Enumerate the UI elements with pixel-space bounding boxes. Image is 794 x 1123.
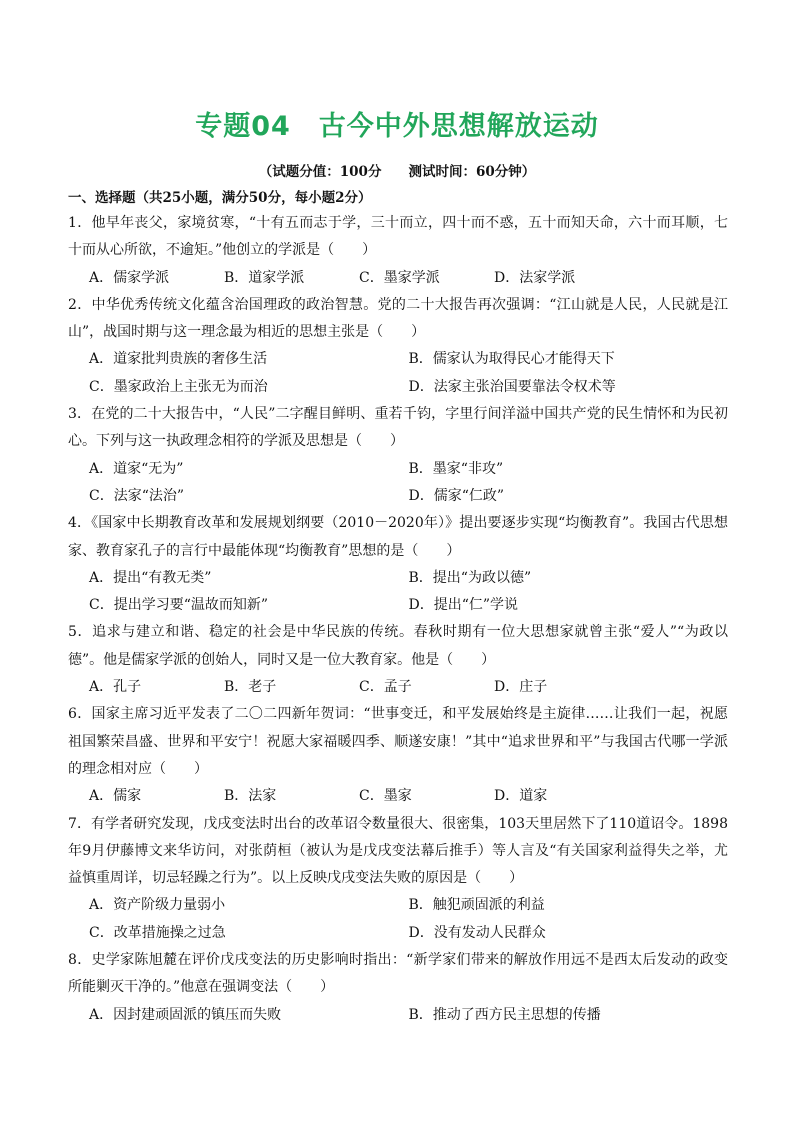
question-stem: 5．追求与建立和谐、稳定的社会是中华民族的传统。春秋时期有一位大思想家就曾主张“爱人”“为政以德”。他是儒家学派的创始人，同时又是一位大教育家。他是（ ） xyxy=(68,624,728,668)
question-3 xyxy=(68,401,728,510)
option-d: D．道家 xyxy=(494,788,548,805)
question-stem: 3．在党的二十大报告中，“人民”二字醒目鲜明、重若千钧，字里行间洋溢中国共产党的民生情怀和为民初心。下列与这一执政理念相符的学派及思想是（ ） xyxy=(68,406,728,450)
question-stem: 6．国家主席习近平发表了二〇二四新年贺词：“世事变迁，和平发展始终是主旋律……让我们一起，祝愿祖国繁荣昌盛、世界和平安宁！祝愿大家福暖四季、顺遂安康！”其中“追求世界和平”与我国古代哪一学派的理念相对应（ ） xyxy=(68,706,728,777)
question-stem: 8．史学家陈旭麓在评价戊戌变法的历史影响时指出：“新学家们带来的解放作用远不是西太后发动的政变所能剿灭干净的。”他意在强调变法（ ） xyxy=(68,952,728,996)
question-stem: 2．中华优秀传统文化蕴含治国理政的政治智慧。党的二十大报告再次强调：“江山就是人民，人民就是江山”，战国时期与这一理念最为相近的思想主张是（ ） xyxy=(68,296,728,341)
option-list xyxy=(68,565,728,620)
question-4 xyxy=(68,510,728,619)
option-d: D．法家学派 xyxy=(494,269,576,286)
option-d: D．庄子 xyxy=(494,679,548,696)
question-stem: 7．有学者研究发现，戊戌变法时出台的改革诏令数量很大、很密集，103天里居然下了110道诏令。1898年9月伊藤博文来华访问，对张荫桓（被认为是戊戌变法幕后推手）等人言及“有关国家利益得失之举，尤益慎重周详，切忌轻躁之行为”。以上反映戊戌变法失败的原因是（ ） xyxy=(68,815,728,887)
section-heading: 一、选择题（共25小题，满分50分，每小题2分） xyxy=(68,190,372,206)
option-c: C．法家“法治” xyxy=(89,487,185,504)
option-list xyxy=(68,674,728,701)
option-list xyxy=(68,265,728,292)
question-1 xyxy=(68,210,728,292)
option-list xyxy=(68,456,728,511)
option-c: C．墨家政治上主张无为而治 xyxy=(89,378,268,395)
option-a: A．资产阶级力量弱小 xyxy=(89,897,226,914)
option-a: A．因封建顽固派的镇压而失败 xyxy=(89,1006,282,1023)
option-a: A．道家“无为” xyxy=(89,460,184,477)
option-c: C．改革措施操之过急 xyxy=(89,924,226,941)
option-b: B．推动了西方民主思想的传播 xyxy=(408,1006,601,1023)
option-b: B．法家 xyxy=(224,788,277,805)
option-c: C．孟子 xyxy=(359,679,412,696)
option-list xyxy=(68,892,728,947)
option-b: B．儒家认为取得民心才能得天下 xyxy=(408,351,615,368)
question-5 xyxy=(68,619,728,701)
option-b: B．道家学派 xyxy=(224,269,305,286)
option-c: C．墨家 xyxy=(359,788,412,805)
option-list xyxy=(68,346,728,401)
option-b: B．墨家“非攻” xyxy=(408,460,504,477)
question-8 xyxy=(68,947,728,1029)
option-a: A．道家批判贵族的奢侈生活 xyxy=(89,351,268,368)
question-stem: 4．《国家中长期教育改革和发展规划纲要（2010－2020年）》提出要逐步实现“均衡教育”。我国古代思想家、教育家孔子的言行中最能体现“均衡教育”思想的是（ ） xyxy=(68,515,728,559)
option-c: C．墨家学派 xyxy=(359,269,440,286)
option-a: A．儒家 xyxy=(89,788,142,805)
option-b: B．触犯顽固派的利益 xyxy=(408,897,545,914)
option-d: D．法家主张治国要靠法令权术等 xyxy=(408,378,616,395)
option-c: C．提出学习要“温故而知新” xyxy=(89,597,269,614)
option-b: B．提出“为政以德” xyxy=(408,569,532,586)
option-d: D．提出“仁”学说 xyxy=(408,597,519,614)
page-title: 专题04 古今中外思想解放运动 xyxy=(195,111,599,142)
question-6 xyxy=(68,701,728,810)
option-d: D．没有发动人民群众 xyxy=(408,924,546,941)
question-7 xyxy=(68,811,728,947)
exam-info: （试题分值：100分 测试时间：60分钟） xyxy=(258,164,536,180)
option-a: A．儒家学派 xyxy=(89,269,170,286)
question-2 xyxy=(68,292,728,401)
option-d: D．儒家“仁政” xyxy=(408,487,505,504)
option-list xyxy=(68,1002,728,1029)
option-b: B．老子 xyxy=(224,679,277,696)
question-stem: 1．他早年丧父，家境贫寒，“十有五而志于学，三十而立，四十而不惑，五十而知天命，六十而耳顺，七十而从心所欲，不逾矩。”他创立的学派是（ ） xyxy=(68,215,728,259)
option-a: A．提出“有教无类” xyxy=(89,569,212,586)
option-list xyxy=(68,783,728,810)
option-a: A．孔子 xyxy=(89,679,142,696)
question-list xyxy=(68,210,728,1029)
